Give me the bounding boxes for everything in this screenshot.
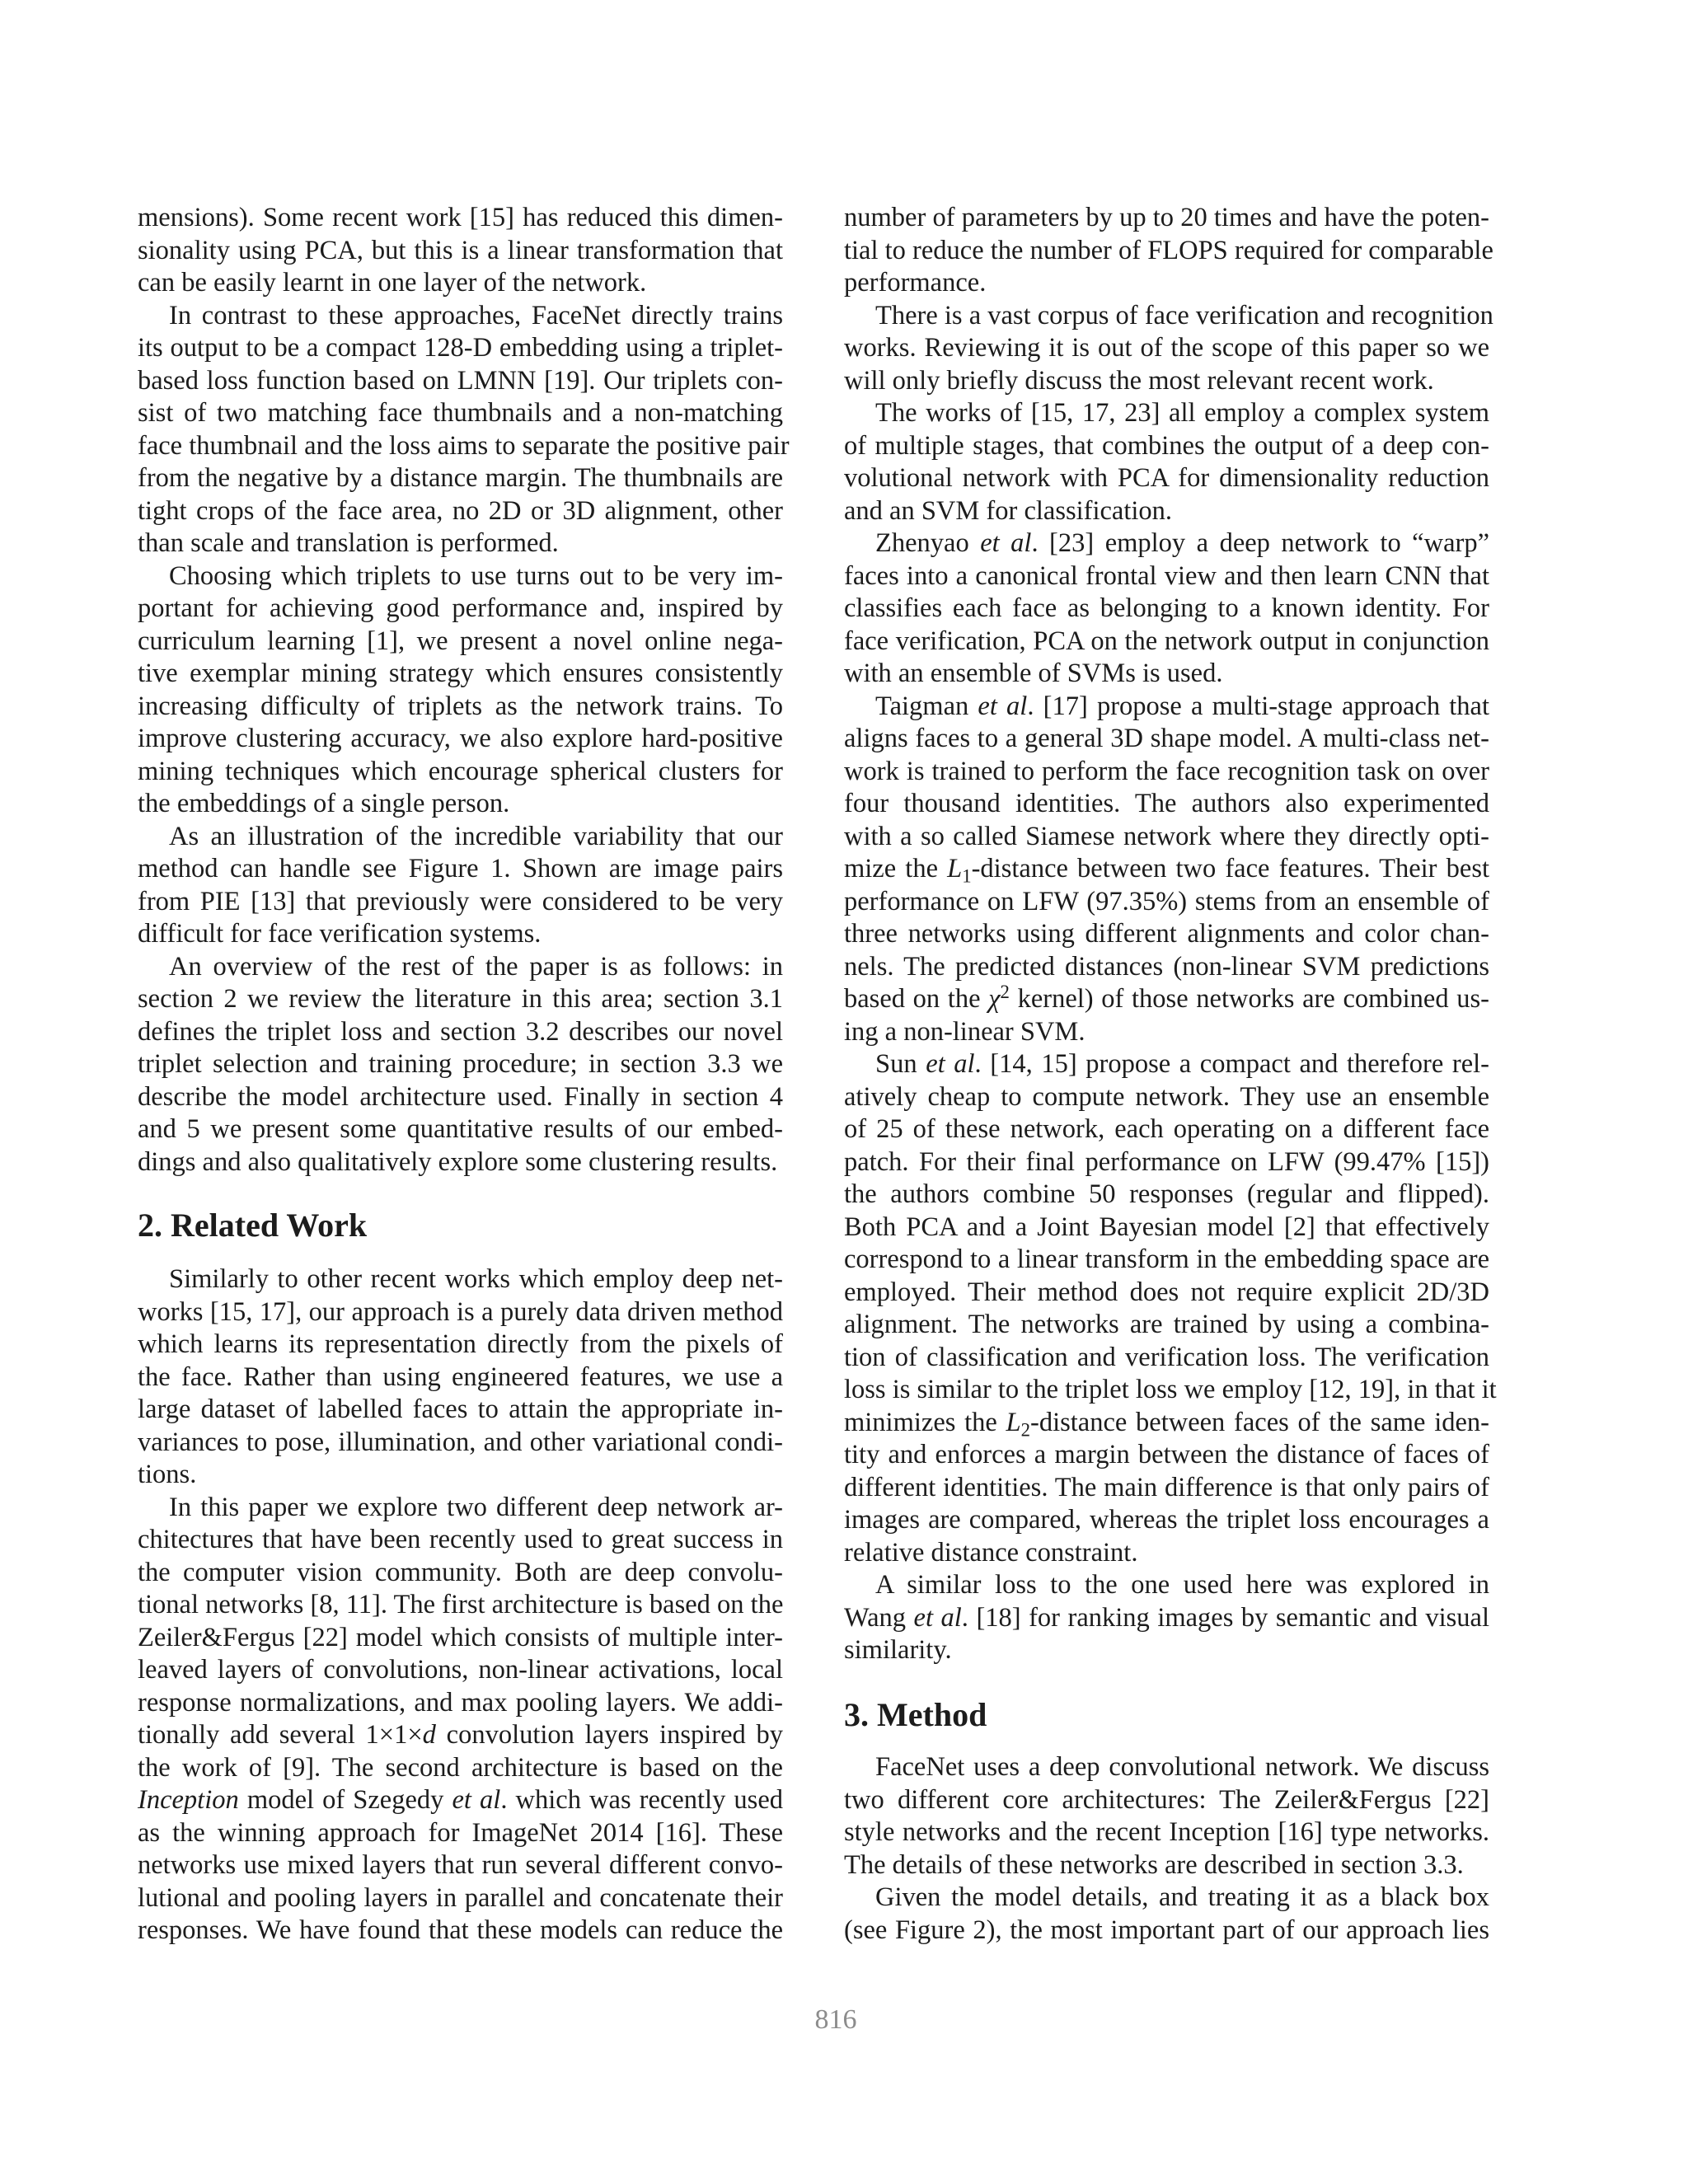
text-line: than scale and translation is performed. — [138, 528, 559, 558]
text-line: patch. For their final performance on LFW (99.47% [15]) — [844, 1146, 1489, 1177]
text-line: correspond to a linear transform in the embedding space are — [844, 1244, 1489, 1274]
text-line: similarity. — [844, 1635, 952, 1665]
text-line: tive exemplar mining strategy which ensures consistently — [138, 658, 783, 688]
text-line: portant for achieving good performance and, inspired by — [138, 593, 783, 623]
text-line: face verification, PCA on the network output in conjunction — [844, 626, 1489, 656]
italic-text: et al — [452, 1785, 501, 1815]
text-line: nels. The predicted distances (non-linear SVM predictions — [844, 951, 1489, 982]
text-line: performance. — [844, 268, 987, 298]
text-line: and an SVM for classification. — [844, 495, 1173, 526]
text-line: Taigman et al. [17] propose a multi-stage approach that — [875, 691, 1489, 721]
paragraph — [844, 527, 1489, 691]
text-line: tight crops of the face area, no 2D or 3D alignment, other — [138, 495, 783, 526]
text-line: number of parameters by up to 20 times and have the poten- — [844, 203, 1489, 232]
text-line: images are compared, whereas the triplet loss encourages a — [844, 1505, 1489, 1535]
text-line: dings and also qualitatively explore some clustering results. — [138, 1146, 778, 1177]
paragraph — [138, 951, 783, 1179]
text-line: Sun et al. [14, 15] propose a compact and therefore rel- — [875, 1049, 1489, 1079]
text-line: of multiple stages, that combines the output of a deep con- — [844, 430, 1489, 461]
text-line: performance on LFW (97.35%) stems from an ensemble of — [844, 886, 1489, 916]
italic-text: et al — [978, 691, 1028, 721]
text-line: the computer vision community. Both are deep convolu- — [138, 1557, 783, 1587]
text-line: with an ensemble of SVMs is used. — [844, 658, 1223, 688]
text-line: networks use mixed layers that run several different convo- — [138, 1850, 783, 1880]
text-line: which learns its representation directly from the pixels of — [138, 1329, 783, 1359]
text-line: four thousand identities. The authors also experimented — [844, 789, 1489, 818]
text-line: improve clustering accuracy, we also explore hard-positive — [138, 724, 783, 753]
paragraph — [844, 1569, 1489, 1667]
text-line: volutional network with PCA for dimensionality reduction — [844, 463, 1489, 493]
text-line: mize the $L_1$-distance between two face features. Their best — [844, 854, 1489, 887]
superscript-text: 2 — [1000, 982, 1010, 1003]
text-line: based loss function based on LMNN [19]. Our triplets con- — [138, 365, 783, 396]
text-line: defines the triplet loss and section 3.2 describes our novel — [138, 1016, 783, 1047]
text-line: atively cheap to compute network. They use an ensemble — [844, 1081, 1489, 1112]
text-line: classifies each face as belonging to a known identity. For — [844, 593, 1489, 623]
text-line: style networks and the recent Inception [16] type networks. — [844, 1817, 1489, 1847]
text-line: There is a vast corpus of face verification and recognition — [875, 300, 1493, 330]
text-line: Zhenyao et al. [23] employ a deep network to “warp” — [875, 528, 1490, 558]
text-line: the embeddings of a single person. — [138, 789, 510, 818]
section-heading-method: 3. Method — [844, 1696, 987, 1733]
text-line: tionally add several 1×1×d convolution layers inspired by — [138, 1720, 783, 1750]
text-line: method can handle see Figure 1. Shown are image pairs — [138, 854, 783, 883]
paragraph — [138, 560, 783, 821]
text-line: As an illustration of the incredible variability that our — [169, 821, 783, 851]
section-heading-related-work: 2. Related Work — [138, 1207, 368, 1244]
text-line: alignment. The networks are trained by using a combina- — [844, 1310, 1489, 1339]
text-line: tity and enforces a margin between the distance of faces of — [844, 1440, 1489, 1469]
text-line: the face. Rather than using engineered features, we use a — [138, 1361, 783, 1392]
italic-text: et al — [926, 1049, 975, 1079]
subscript-text: 1 — [962, 865, 972, 887]
text-line: work is trained to perform the face recognition task on over — [844, 756, 1489, 786]
text-line: two different core architectures: The Zeiler&Fergus [22] — [844, 1784, 1489, 1815]
page-number: 816 — [814, 2004, 857, 2035]
left-column-intro-text — [138, 202, 790, 1179]
text-line: leaved layers of convolutions, non-linear activations, local — [138, 1655, 783, 1685]
text-line: Zeiler&Fergus [22] model which consists of multiple inter- — [138, 1622, 783, 1652]
text-line: The details of these networks are described in section 3.3. — [844, 1849, 1464, 1880]
text-line: will only briefly discuss the most relevant recent work. — [844, 365, 1434, 396]
text-line: lutional and pooling layers in parallel and concatenate their — [138, 1882, 783, 1913]
text-line: section 2 we review the literature in this area; section 3.1 — [138, 984, 783, 1014]
italic-text: d — [422, 1720, 436, 1750]
right-column-related-work-text — [844, 202, 1497, 1667]
paragraph — [138, 300, 790, 560]
paragraph — [138, 1263, 783, 1492]
text-line: Both PCA and a Joint Bayesian model [2] that effectively — [844, 1212, 1489, 1242]
text-line: FaceNet uses a deep convolutional network. We discuss — [875, 1752, 1489, 1782]
italic-text: L — [947, 854, 963, 883]
text-line: different identities. The main difference is that only pairs of — [844, 1472, 1489, 1502]
text-line: In this paper we explore two different deep network ar- — [169, 1492, 783, 1522]
text-line: In contrast to these approaches, FaceNet directly trains — [169, 300, 783, 330]
text-line: three networks using different alignments and color chan- — [844, 919, 1489, 949]
text-line: as the winning approach for ImageNet 2014 [16]. These — [138, 1817, 783, 1848]
text-line: triplet selection and training procedure; in section 3.3 we — [138, 1049, 783, 1079]
italic-text: χ — [988, 984, 1001, 1014]
text-line: from PIE [13] that previously were considered to be very — [138, 886, 783, 916]
text-line: chitectures that have been recently used to great success in — [138, 1525, 783, 1554]
italic-text: et al — [913, 1602, 962, 1633]
text-line: A similar loss to the one used here was explored in — [875, 1570, 1489, 1600]
text-line: tion of classification and verification loss. The verification — [844, 1342, 1489, 1372]
text-line: curriculum learning [1], we present a novel online nega- — [138, 626, 783, 656]
text-line: Inception model of Szegedy et al. which was recently used — [138, 1785, 783, 1815]
text-line: ing a non-linear SVM. — [844, 1016, 1085, 1047]
text-line: based on the $\chi^2$ kernel) of those networks are combined us- — [844, 982, 1489, 1014]
text-line: of 25 of these network, each operating on a different face — [844, 1114, 1489, 1144]
text-line: faces into a canonical frontal view and then learn CNN that — [844, 560, 1489, 591]
text-line: and 5 we present some quantitative results of our embed- — [138, 1114, 783, 1144]
paragraph — [844, 397, 1489, 527]
method-text — [844, 1751, 1489, 1947]
text-line: Choosing which triplets to use turns out to be very im- — [169, 560, 783, 591]
text-line: The works of [15, 17, 23] all employ a complex system — [875, 398, 1489, 428]
text-line: sionality using PCA, but this is a linear transformation that — [138, 235, 783, 265]
text-line: employed. Their method does not require explicit 2D/3D — [844, 1277, 1489, 1307]
paragraph — [844, 1882, 1489, 1947]
text-line: large dataset of labelled faces to attain the appropriate in- — [138, 1394, 783, 1424]
italic-text: et al — [980, 528, 1032, 558]
text-line: with a so called Siamese network where they directly opti- — [844, 821, 1489, 851]
math-text: 1×1× — [365, 1720, 423, 1750]
text-line: sist of two matching face thumbnails and a non-matching — [138, 398, 783, 428]
text-line: variances to pose, illumination, and other variational condi- — [138, 1427, 783, 1457]
text-line: from the negative by a distance margin. The thumbnails are — [138, 463, 783, 493]
paragraph — [844, 202, 1493, 300]
subscript-text: 2 — [1020, 1418, 1030, 1440]
text-line: its output to be a compact 128-D embedding using a triplet- — [138, 333, 783, 363]
text-line: Similarly to other recent works which employ deep net- — [169, 1264, 783, 1294]
text-line: works [15, 17], our approach is a purely data driven method — [138, 1296, 783, 1327]
text-line: the work of [9]. The second architecture is based on the — [138, 1752, 783, 1783]
paragraph — [138, 202, 783, 300]
text-line: Wang et al. [18] for ranking images by semantic and visual — [844, 1602, 1490, 1633]
text-line: tions. — [138, 1460, 197, 1489]
paragraph — [844, 1751, 1489, 1882]
paragraph — [844, 1048, 1497, 1569]
paragraph — [138, 1492, 783, 1947]
italic-text: Inception — [138, 1785, 239, 1815]
text-line: mining techniques which encourage spherical clusters for — [138, 756, 783, 786]
text-line: response normalizations, and max pooling layers. We addi- — [138, 1687, 783, 1718]
text-line: works. Reviewing it is out of the scope of this paper so we — [844, 333, 1489, 363]
paragraph — [844, 691, 1489, 1049]
text-line: Given the model details, and treating it as a black box — [875, 1882, 1489, 1912]
text-line: relative distance constraint. — [844, 1537, 1138, 1568]
text-line: tial to reduce the number of FLOPS required for comparable — [844, 235, 1493, 265]
text-line: responses. We have found that these models can reduce the — [138, 1915, 783, 1945]
text-line: describe the model architecture used. Finally in section 4 — [138, 1081, 783, 1112]
text-line: can be easily learnt in one layer of the network. — [138, 268, 647, 298]
text-line: increasing difficulty of triplets as the network trains. To — [138, 691, 783, 721]
text-line: An overview of the rest of the paper is as follows: in — [169, 951, 783, 982]
text-line: tional networks [8, 11]. The first architecture is based on the — [138, 1590, 784, 1619]
paragraph — [844, 300, 1493, 398]
text-line: (see Figure 2), the most important part of our approach lies — [844, 1915, 1489, 1945]
text-line: aligns faces to a general 3D shape model. A multi-class net- — [844, 724, 1489, 753]
text-line: minimizes the $L_2$-distance between faces of the same iden- — [844, 1407, 1489, 1440]
text-line: difficult for face verification systems. — [138, 919, 542, 949]
text-line: face thumbnail and the loss aims to separate the positive pair — [138, 430, 790, 461]
paragraph — [138, 821, 783, 951]
text-line: loss is similar to the triplet loss we employ [12, 19], in that it — [844, 1375, 1497, 1404]
related-work-text — [138, 1263, 783, 1947]
text-line: the authors combine 50 responses (regular and flipped). — [844, 1179, 1489, 1209]
italic-text: L — [1006, 1407, 1021, 1437]
text-line: mensions). Some recent work [15] has reduced this dimen- — [138, 203, 783, 232]
